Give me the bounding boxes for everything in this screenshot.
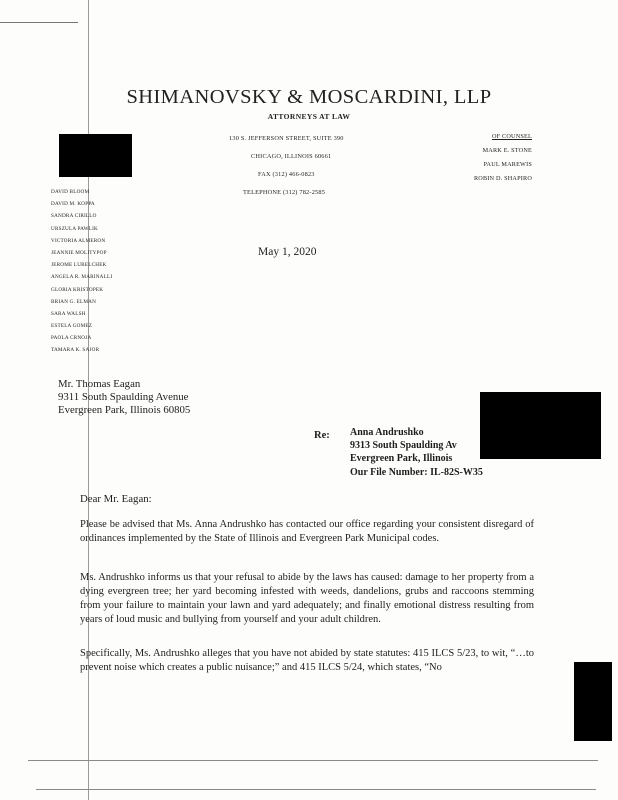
re-line: Our File Number: IL-82S-W35: [350, 466, 483, 478]
of-counsel-heading: OF COUNSEL: [492, 133, 532, 140]
attorney-name: VICTORIA ALMERON: [51, 237, 106, 244]
attorney-name: DAVID BLOOM: [51, 189, 90, 195]
attorney-name: PAOLA CRNOJA: [51, 335, 92, 342]
letter-date: May 1, 2020: [258, 246, 317, 258]
redaction-box: [59, 134, 132, 177]
address-telephone: TELEPHONE (312) 782-2585: [243, 189, 326, 196]
attorney-name: ANGELA R. MARINALLI: [51, 274, 113, 281]
footer-rule: [28, 760, 598, 761]
recipient-line: Evergreen Park, Illinois 60805: [58, 404, 191, 417]
attorney-name: TAMARA K. SAJOR: [51, 347, 100, 354]
redaction-box: [574, 662, 612, 741]
attorney-name: SANDRA CIRILLO: [51, 213, 97, 220]
address-city: CHICAGO, ILLINOIS 60661: [251, 153, 332, 160]
footer-rule: [36, 789, 596, 790]
redaction-box: [480, 392, 601, 459]
re-block: [350, 426, 483, 479]
attorney-name: JEANNIE MOLITYPOP: [51, 249, 107, 256]
attorney-name: JEROME LUBELCHEK: [51, 262, 107, 269]
body-paragraph: Ms. Andrushko informs us that your refusal to abide by the laws has caused: damage to her property from a dying evergreen tree; her yard becoming infested with weeds, dandelions, grubs and raccoons stemming from your failure to maintain your lawn and yard adequately; and finally emotional distress resulting from years of loud music and bullying from yourself and your adult children.: [80, 572, 534, 625]
attorney-name: DAVID M. KOPPA: [51, 201, 95, 208]
attorney-list: [51, 186, 161, 357]
salutation: Dear Mr. Eagan:: [80, 493, 152, 505]
firm-name: SHIMANOVSKY & MOSCARDINI, LLP: [126, 86, 492, 108]
address-fax: FAX (312) 466-0823: [258, 171, 315, 178]
recipient-address: [58, 378, 190, 418]
address-street: 130 S. JEFFERSON STREET, SUITE 390: [229, 135, 344, 142]
body-paragraph: Please be advised that Ms. Anna Andrushko has contacted our office regarding your consistent disregard of ordinances implemented by the State of Illinois and Evergreen Park Municipal codes.: [80, 519, 534, 544]
attorney-name: BRIAN G. ELMAN: [51, 298, 97, 305]
attorney-name: GLORIA KRISTOPEK: [51, 286, 104, 293]
scan-artifact-line: [0, 22, 78, 23]
of-counsel-name: PAUL MAREWIS: [483, 161, 532, 168]
attorney-name: URSZULA PAWLIK: [51, 225, 99, 232]
of-counsel-name: ROBIN D. SHAPIRO: [473, 175, 532, 182]
re-line: 9313 South Spaulding Av: [350, 440, 457, 452]
re-line: Anna Andrushko: [350, 427, 424, 438]
body-paragraph: Specifically, Ms. Andrushko alleges that you have not abided by state statutes: 415 ILCS 5/23, to wit, “…to prevent noise which creates a public nuisance;” and 415 ILCS 5/24, which states, “No: [80, 648, 534, 673]
re-line: Evergreen Park, Illinois: [350, 453, 453, 465]
attorney-name: ESTELA GOMEZ: [51, 323, 93, 330]
firm-subtitle: ATTORNEYS AT LAW: [267, 112, 351, 121]
attorney-name: SARA WALSH: [51, 310, 86, 317]
of-counsel-name: MARK E. STONE: [482, 147, 532, 154]
re-label: Re:: [314, 430, 330, 441]
recipient-line: Mr. Thomas Eagan: [58, 378, 141, 390]
recipient-line: 9311 South Spaulding Avenue: [58, 391, 189, 404]
